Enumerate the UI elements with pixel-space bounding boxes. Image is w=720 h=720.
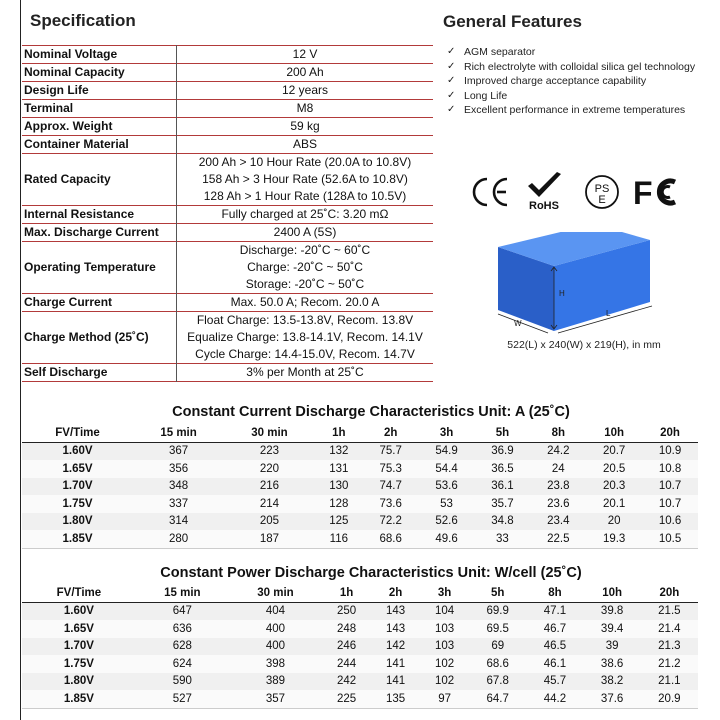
table-cell: 53 (440, 497, 453, 510)
spec-row (22, 312, 433, 364)
table-cell: 590 (172, 675, 192, 688)
table-cell: 356 (168, 462, 189, 475)
column-header: 10h (604, 426, 625, 439)
table-cell: 10.7 (658, 497, 682, 510)
table-cell: 35.7 (491, 497, 514, 510)
column-header: 15 min (164, 586, 201, 599)
table-cell: 104 (435, 605, 455, 618)
table-cell: 49.6 (435, 532, 458, 545)
features-list (447, 45, 709, 118)
table-cell: 132 (329, 445, 349, 458)
table-cell: 21.4 (658, 622, 681, 635)
feature-text: Excellent performance in extreme temperatures (464, 104, 686, 116)
table-cell: 141 (385, 675, 406, 688)
table-cell: 54.9 (435, 445, 458, 458)
spec-row (22, 100, 433, 118)
table-cell: 220 (259, 462, 280, 475)
table-row (22, 620, 698, 638)
spec-value (177, 64, 434, 82)
spec-label: Design Life (22, 82, 177, 100)
column-header: 20h (660, 426, 680, 439)
table-cell: 39.4 (600, 622, 624, 635)
rohs-icon: RoHS (520, 170, 568, 214)
final-voltage-cell: 1.65V (62, 462, 93, 475)
spec-value-line: Discharge: -20˚C ~ 60˚C (239, 243, 371, 257)
table-cell: 53.6 (435, 480, 458, 493)
table-cell: 23.8 (547, 480, 570, 493)
table-cell: 36.5 (491, 462, 514, 475)
table-cell: 21.2 (658, 657, 681, 670)
feature-text: Improved charge acceptance capability (464, 75, 647, 87)
table-cell: 37.6 (600, 692, 624, 705)
table-cell: 46.1 (543, 657, 567, 670)
spec-value-line: Cycle Charge: 14.4-15.0V, Recom. 14.7V (195, 347, 415, 361)
table-cell: 647 (172, 605, 192, 618)
table-cell: 10.6 (658, 515, 682, 528)
left-border-line (20, 0, 21, 720)
table-cell: 97 (438, 692, 451, 705)
final-voltage-cell: 1.60V (63, 605, 94, 618)
spec-label: Approx. Weight (22, 118, 177, 136)
spec-value (177, 312, 434, 364)
table-cell: 22.5 (547, 532, 570, 545)
table-cell: 46.5 (543, 640, 567, 653)
table-cell: 10.8 (658, 462, 682, 475)
checkmark-icon: ✓ (447, 104, 456, 115)
current-discharge-table (22, 424, 698, 549)
spec-label: Terminal (22, 100, 177, 118)
table-cell: 21.5 (658, 605, 681, 618)
table-cell: 216 (259, 480, 280, 493)
table-cell: 131 (329, 462, 349, 475)
final-voltage-cell: 1.85V (63, 692, 94, 705)
table-cell: 187 (259, 532, 280, 545)
table-cell: 38.6 (600, 657, 624, 670)
specification-title: Specification (30, 11, 136, 30)
final-voltage-cell: 1.80V (63, 675, 94, 688)
table-cell: 205 (259, 515, 280, 528)
table-cell: 143 (385, 605, 406, 618)
table-cell: 68.6 (486, 657, 509, 670)
table-row (22, 673, 698, 691)
spec-label: Container Material (22, 136, 177, 154)
height-label: H (559, 289, 565, 298)
spec-value-line: Storage: -20˚C ~ 50˚C (245, 277, 365, 291)
feature-item (447, 45, 709, 60)
spec-label: Nominal Voltage (22, 46, 177, 64)
table-cell: 20.3 (602, 480, 626, 493)
table-cell: 19.3 (602, 532, 626, 545)
spec-value-line: 200 Ah (286, 65, 324, 79)
spec-label: Charge Method (25˚C) (22, 312, 177, 364)
table-cell: 73.6 (379, 497, 402, 510)
spec-value-line: 12 V (292, 47, 318, 61)
header-row (22, 424, 698, 442)
column-header: 1h (332, 426, 346, 439)
spec-row (22, 224, 433, 242)
spec-row (22, 136, 433, 154)
table-cell: 244 (336, 657, 357, 670)
feature-text: Rich electrolyte with colloidal silica gel technology (464, 60, 696, 73)
column-header: 2h (383, 426, 398, 439)
spec-value (177, 100, 434, 118)
spec-value (177, 294, 434, 312)
final-voltage-cell: 1.75V (62, 497, 93, 510)
spec-label: Nominal Capacity (22, 64, 177, 82)
final-voltage-cell: 1.70V (62, 480, 93, 493)
table-cell: 47.1 (543, 605, 567, 618)
table-cell: 225 (336, 692, 357, 705)
spec-value-line: 12 years (281, 83, 329, 97)
table-cell: 75.7 (379, 445, 402, 458)
column-header: 5h (491, 586, 505, 599)
table-cell: 67.8 (486, 675, 509, 688)
final-voltage-cell: 1.85V (62, 532, 93, 545)
table-cell: 69.5 (486, 622, 509, 635)
spec-row (22, 118, 433, 136)
table-cell: 24.2 (547, 445, 570, 458)
table-cell: 64.7 (486, 692, 509, 705)
specification-table (22, 45, 433, 382)
table-cell: 23.6 (547, 497, 570, 510)
column-header: 3h (439, 426, 454, 439)
table-cell: 314 (168, 515, 189, 528)
column-header: 30 min (257, 586, 294, 599)
spec-value (177, 242, 434, 294)
table-row (22, 655, 698, 673)
spec-value (177, 136, 434, 154)
table-cell: 21.3 (658, 640, 681, 653)
spec-value (177, 118, 434, 136)
table-row (22, 460, 698, 478)
table-cell: 38.2 (600, 675, 624, 688)
dimensions-caption: 522(L) x 240(W) x 219(H), in mm (507, 339, 661, 351)
table-cell: 34.8 (491, 515, 514, 528)
table-cell: 44.2 (543, 692, 567, 705)
table-cell: 10.7 (658, 480, 682, 493)
spec-value-line: 128 Ah > 1 Hour Rate (128A to 10.5V) (203, 189, 407, 203)
table-row (22, 442, 698, 460)
spec-value-line: M8 (296, 101, 314, 115)
spec-label: Max. Discharge Current (22, 224, 177, 242)
column-header: 2h (388, 586, 403, 599)
table-cell: 33 (496, 532, 509, 545)
table-cell: 357 (265, 692, 286, 705)
table-cell: 103 (435, 622, 455, 635)
table-cell: 214 (259, 497, 280, 510)
column-header: FV/Time (55, 426, 100, 439)
spec-value-line: Max. 50.0 A; Recom. 20.0 A (230, 295, 380, 309)
table-cell: 242 (336, 675, 357, 688)
table-row (22, 513, 698, 531)
table-cell: 36.1 (491, 480, 514, 493)
column-header: 20h (659, 586, 680, 599)
spec-value-line: 200 Ah > 10 Hour Rate (20.0A to 10.8V) (198, 155, 412, 169)
final-voltage-cell: 1.60V (62, 445, 93, 458)
feature-item (447, 89, 709, 104)
checkmark-icon: ✓ (447, 60, 456, 72)
table-cell: 246 (336, 640, 357, 653)
spec-value-line: ABS (292, 137, 317, 151)
column-header: 30 min (251, 426, 288, 439)
table-row (22, 602, 698, 620)
table-cell: 102 (435, 675, 455, 688)
table-cell: 400 (265, 640, 286, 653)
table-cell: 20.1 (602, 497, 626, 510)
table-cell: 10.5 (658, 532, 682, 545)
spec-value (177, 154, 434, 206)
spec-value-line: 2400 A (5S) (273, 225, 337, 239)
table-cell: 68.6 (379, 532, 402, 545)
table-cell: 398 (265, 657, 286, 670)
table-cell: 128 (329, 497, 349, 510)
table-cell: 142 (385, 640, 406, 653)
table-cell: 624 (172, 657, 192, 670)
svg-text:F: F (633, 175, 653, 209)
column-header: 3h (437, 586, 452, 599)
spec-value-line: 158 Ah > 3 Hour Rate (52.6A to 10.8V) (202, 172, 408, 186)
spec-value-line: Charge: -20˚C ~ 50˚C (247, 260, 363, 274)
column-header: 15 min (160, 426, 197, 439)
spec-value-line: Fully charged at 25˚C: 3.20 mΩ (221, 207, 389, 221)
table-cell: 337 (168, 497, 189, 510)
final-voltage-cell: 1.80V (62, 515, 93, 528)
power-discharge-title: Constant Power Discharge Characteristics Unit: W/cell (25˚C) (160, 565, 582, 581)
table-cell: 24 (551, 462, 565, 475)
column-header: 10h (602, 586, 623, 599)
table-cell: 69 (491, 640, 505, 653)
final-voltage-cell: 1.70V (63, 640, 94, 653)
table-cell: 45.7 (543, 675, 567, 688)
table-cell: 125 (329, 515, 349, 528)
table-cell: 404 (265, 605, 286, 618)
spec-value (177, 82, 434, 100)
final-voltage-cell: 1.65V (63, 622, 94, 635)
spec-label: Rated Capacity (22, 154, 177, 206)
table-cell: 75.3 (379, 462, 402, 475)
table-cell: 116 (329, 532, 348, 545)
feature-item (447, 103, 709, 118)
spec-value-line: Equalize Charge: 13.8-14.1V, Recom. 14.1V (187, 330, 423, 344)
table-cell: 280 (168, 532, 189, 545)
table-cell: 74.7 (379, 480, 402, 493)
checkmark-icon: ✓ (447, 75, 456, 86)
table-cell: 69.9 (486, 605, 509, 618)
spec-value-line: 3% per Month at 25˚C (246, 365, 364, 379)
spec-row (22, 64, 433, 82)
table-cell: 36.9 (491, 445, 514, 458)
length-label: L (606, 309, 611, 318)
feature-item (447, 74, 709, 89)
spec-label: Charge Current (22, 294, 177, 312)
table-cell: 20.7 (602, 445, 626, 458)
table-cell: 20.5 (602, 462, 626, 475)
checkmark-icon: ✓ (447, 46, 456, 57)
spec-label: Self Discharge (22, 364, 177, 382)
svg-text:E: E (598, 194, 606, 206)
column-header: 1h (339, 586, 354, 599)
table-cell: 143 (385, 622, 406, 635)
spec-label: Internal Resistance (22, 206, 177, 224)
table-row (22, 478, 698, 496)
table-cell: 141 (385, 657, 406, 670)
spec-row (22, 82, 433, 100)
table-cell: 348 (168, 480, 189, 493)
table-cell: 46.7 (543, 622, 567, 635)
table-cell: 400 (265, 622, 286, 635)
table-cell: 39.8 (600, 605, 624, 618)
spec-value-line: 59 kg (290, 119, 320, 133)
general-features-title: General Features (443, 12, 582, 31)
width-label: W (514, 319, 522, 328)
spec-label: Operating Temperature (22, 242, 177, 294)
ce-mark-icon (468, 170, 512, 214)
table-cell: 130 (329, 480, 349, 493)
feature-item (447, 60, 709, 75)
header-row (22, 584, 698, 602)
table-cell: 389 (265, 675, 286, 688)
column-header: FV/Time (56, 586, 102, 599)
table-row (22, 495, 698, 513)
spec-row (22, 242, 433, 294)
table-cell: 135 (385, 692, 406, 705)
table-cell: 54.4 (435, 462, 458, 475)
checkmark-icon: ✓ (447, 89, 456, 101)
table-row (22, 530, 698, 548)
table-cell: 367 (168, 445, 189, 458)
table-row (22, 638, 698, 656)
spec-row (22, 46, 433, 64)
column-header: 8h (548, 586, 562, 599)
spec-value-line: Float Charge: 13.5-13.8V, Recom. 13.8V (196, 313, 414, 327)
table-cell: 72.2 (379, 515, 402, 528)
column-header: 5h (495, 426, 510, 439)
feature-text: Long Life (464, 89, 508, 102)
spec-row (22, 206, 433, 224)
spec-row (22, 294, 433, 312)
spec-value (177, 364, 434, 382)
spec-value (177, 206, 434, 224)
table-cell: 636 (172, 622, 192, 635)
spec-row (22, 154, 433, 206)
table-cell: 20 (607, 515, 621, 528)
table-cell: 628 (172, 640, 192, 653)
power-discharge-table (22, 584, 698, 709)
table-cell: 248 (336, 622, 357, 635)
fcc-mark-icon (632, 170, 680, 214)
feature-text: AGM separator (464, 46, 536, 58)
table-cell: 23.4 (547, 515, 570, 528)
table-cell: 102 (435, 657, 455, 670)
table-cell: 52.6 (435, 515, 458, 528)
svg-text:PS: PS (594, 183, 610, 195)
current-discharge-title: Constant Current Discharge Characteristics Unit: A (25˚C) (172, 404, 570, 420)
spec-row (22, 364, 433, 382)
table-cell: 39 (605, 640, 619, 653)
table-cell: 250 (336, 605, 357, 618)
pse-mark-icon (582, 170, 622, 214)
table-cell: 103 (435, 640, 455, 653)
column-header: 8h (551, 426, 565, 439)
table-cell: 21.1 (658, 675, 681, 688)
spec-value (177, 224, 434, 242)
final-voltage-cell: 1.75V (63, 657, 94, 670)
battery-diagram (484, 232, 674, 337)
table-cell: 527 (172, 692, 192, 705)
spec-value (177, 46, 434, 64)
table-cell: 223 (259, 445, 280, 458)
table-row (22, 690, 698, 708)
table-cell: 10.9 (658, 445, 682, 458)
table-cell: 20.9 (658, 692, 681, 705)
